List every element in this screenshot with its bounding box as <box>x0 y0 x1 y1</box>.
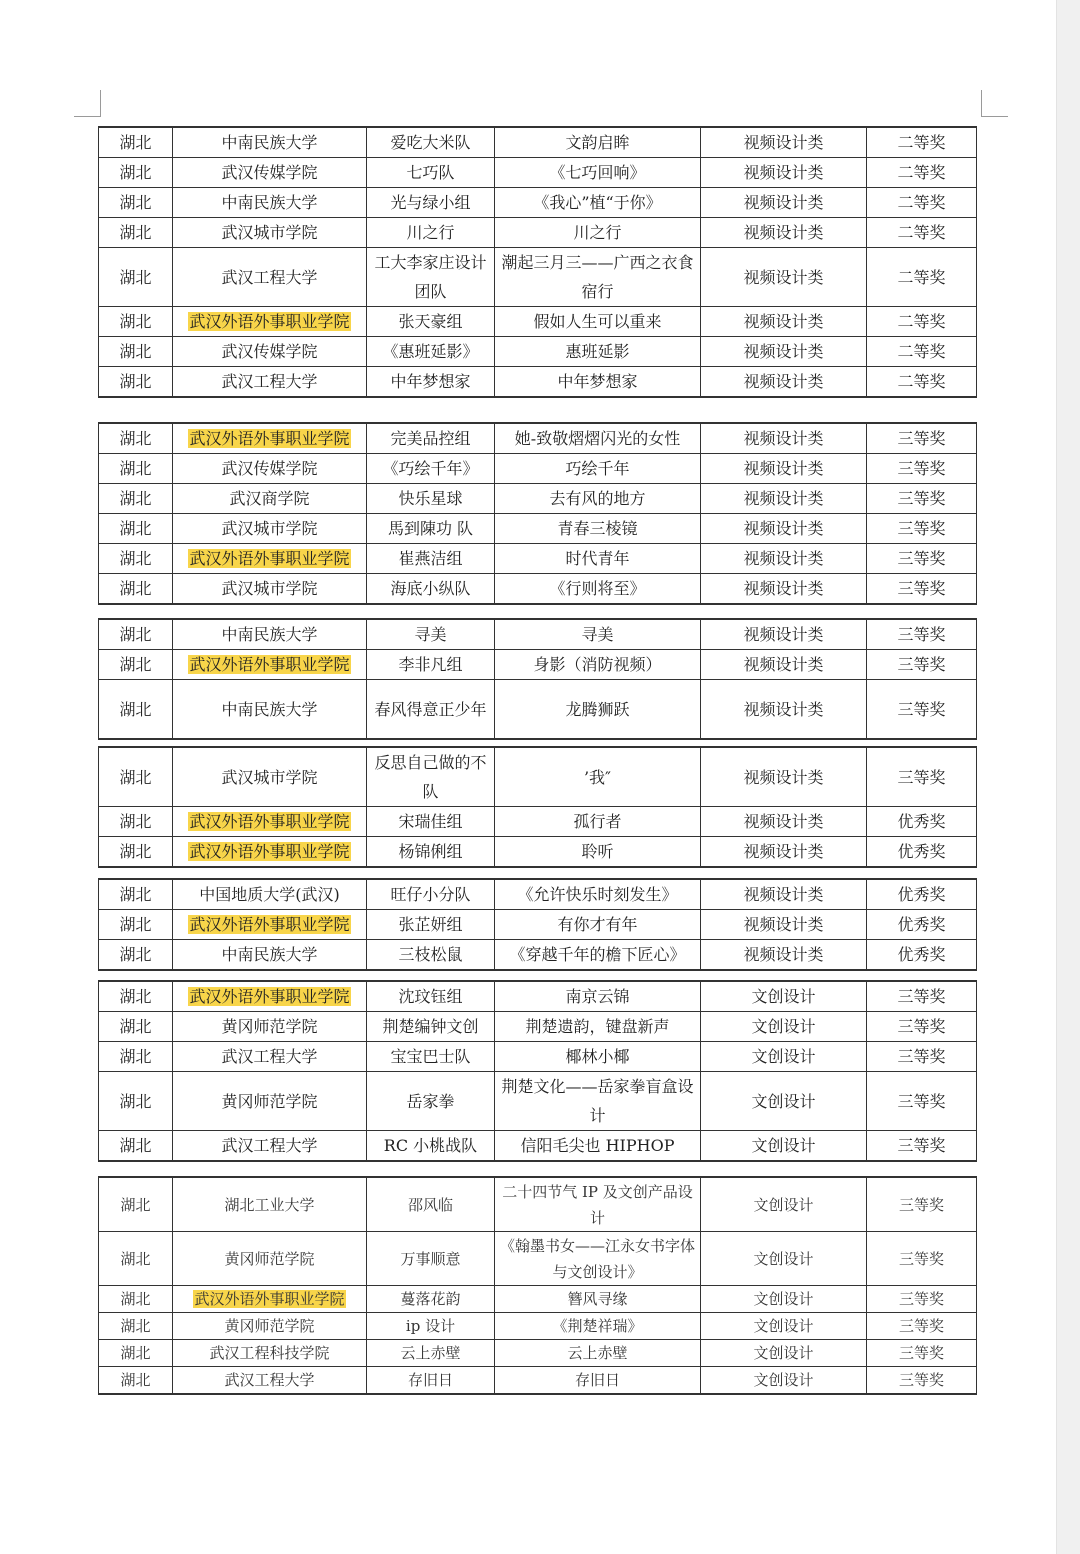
cell-category: 视频设计类 <box>701 423 867 454</box>
cell-school: 武汉传媒学院 <box>173 158 367 188</box>
cell-school: 中南民族大学 <box>173 127 367 158</box>
cell-team: 崔燕洁组 <box>367 544 495 574</box>
cell-school <box>173 423 367 454</box>
award-table-block <box>98 126 977 398</box>
cell-work: 去有风的地方 <box>495 484 701 514</box>
cell-team: 万事顺意 <box>367 1232 495 1286</box>
cell-province: 湖北 <box>99 218 173 248</box>
cell-work: 《穿越千年的檐下匠心》 <box>495 940 701 971</box>
table-row <box>99 981 977 1012</box>
cell-category: 视频设计类 <box>701 188 867 218</box>
table-row <box>99 650 977 680</box>
cell-award: 二等奖 <box>867 337 977 367</box>
table-row <box>99 454 977 484</box>
cell-team: 春风得意正少年 <box>367 680 495 740</box>
cell-award: 优秀奖 <box>867 807 977 837</box>
table-row <box>99 1042 977 1072</box>
cell-category: 视频设计类 <box>701 747 867 807</box>
cell-work: 《翰墨书女——江永女书字体与文创设计》 <box>495 1232 701 1286</box>
cell-award: 三等奖 <box>867 423 977 454</box>
table-row <box>99 188 977 218</box>
highlighted-school: 武汉外语外事职业学院 <box>189 549 350 568</box>
cell-work: 《荆楚祥瑞》 <box>495 1313 701 1340</box>
cell-team: 李非凡组 <box>367 650 495 680</box>
cell-school <box>173 307 367 337</box>
cell-work: 孤行者 <box>495 807 701 837</box>
cell-category: 视频设计类 <box>701 454 867 484</box>
cell-award: 二等奖 <box>867 248 977 307</box>
table-row <box>99 807 977 837</box>
cell-category: 视频设计类 <box>701 574 867 605</box>
cell-category: 文创设计 <box>701 1340 867 1367</box>
cell-province: 湖北 <box>99 158 173 188</box>
cell-province: 湖北 <box>99 574 173 605</box>
table-row <box>99 307 977 337</box>
cell-team: 存旧日 <box>367 1367 495 1395</box>
cell-award: 二等奖 <box>867 307 977 337</box>
cell-category: 视频设计类 <box>701 127 867 158</box>
cell-school: 武汉工程大学 <box>173 367 367 398</box>
award-table-block <box>98 618 977 740</box>
cell-award: 三等奖 <box>867 747 977 807</box>
table-row <box>99 1286 977 1313</box>
cell-award: 三等奖 <box>867 574 977 605</box>
cell-team: 《巧绘千年》 <box>367 454 495 484</box>
table-row <box>99 747 977 807</box>
cell-team: 三枝松鼠 <box>367 940 495 971</box>
table-row <box>99 837 977 868</box>
highlighted-school: 武汉外语外事职业学院 <box>189 987 350 1006</box>
table-row <box>99 1012 977 1042</box>
cell-school: 黄冈师范学院 <box>173 1072 367 1131</box>
cell-award: 三等奖 <box>867 680 977 740</box>
cell-category: 文创设计 <box>701 1131 867 1162</box>
cell-award: 三等奖 <box>867 1286 977 1313</box>
cell-work: 《行则将至》 <box>495 574 701 605</box>
cell-school <box>173 837 367 868</box>
highlighted-school: 武汉外语外事职业学院 <box>189 655 350 674</box>
cell-award: 三等奖 <box>867 1367 977 1395</box>
cell-work: 《七巧回响》 <box>495 158 701 188</box>
highlighted-school: 武汉外语外事职业学院 <box>189 812 350 831</box>
cell-award: 三等奖 <box>867 454 977 484</box>
page-corner-mark-right <box>981 90 1008 117</box>
table-row <box>99 367 977 398</box>
table-row <box>99 1072 977 1131</box>
cell-team: 完美品控组 <box>367 423 495 454</box>
page-corner-mark-left <box>74 90 101 117</box>
cell-work: 时代青年 <box>495 544 701 574</box>
cell-award: 二等奖 <box>867 218 977 248</box>
cell-team: 海底小纵队 <box>367 574 495 605</box>
cell-award: 三等奖 <box>867 619 977 650</box>
cell-province: 湖北 <box>99 454 173 484</box>
cell-school: 中南民族大学 <box>173 188 367 218</box>
cell-province: 湖北 <box>99 367 173 398</box>
table-row <box>99 423 977 454</box>
table-row <box>99 158 977 188</box>
cell-province: 湖北 <box>99 544 173 574</box>
cell-award: 三等奖 <box>867 1177 977 1232</box>
cell-category: 文创设计 <box>701 1042 867 1072</box>
table-row <box>99 574 977 605</box>
cell-award: 三等奖 <box>867 514 977 544</box>
cell-work: 假如人生可以重来 <box>495 307 701 337</box>
cell-school: 武汉传媒学院 <box>173 337 367 367</box>
cell-school: 中国地质大学(武汉) <box>173 879 367 910</box>
cell-work: ’我″ <box>495 747 701 807</box>
highlighted-school: 武汉外语外事职业学院 <box>189 312 350 331</box>
cell-award: 优秀奖 <box>867 837 977 868</box>
cell-school: 中南民族大学 <box>173 940 367 971</box>
cell-award: 三等奖 <box>867 484 977 514</box>
cell-team: 馬到陳功 队 <box>367 514 495 544</box>
cell-province: 湖北 <box>99 680 173 740</box>
table-row <box>99 910 977 940</box>
cell-work: 《我心”植“于你》 <box>495 188 701 218</box>
cell-category: 视频设计类 <box>701 619 867 650</box>
cell-award: 三等奖 <box>867 1313 977 1340</box>
cell-award: 优秀奖 <box>867 940 977 971</box>
cell-work: 身影（消防视频） <box>495 650 701 680</box>
cell-category: 文创设计 <box>701 1313 867 1340</box>
table-row <box>99 1131 977 1162</box>
table-row <box>99 1367 977 1395</box>
cell-province: 湖北 <box>99 1131 173 1162</box>
cell-work: 寻美 <box>495 619 701 650</box>
cell-school: 黄冈师范学院 <box>173 1012 367 1042</box>
table-row <box>99 1232 977 1286</box>
cell-team: 爱吃大米队 <box>367 127 495 158</box>
cell-category: 文创设计 <box>701 1072 867 1131</box>
cell-work: 南京云锦 <box>495 981 701 1012</box>
cell-province: 湖北 <box>99 879 173 910</box>
award-table-block <box>98 1176 977 1395</box>
cell-category: 视频设计类 <box>701 158 867 188</box>
cell-team: 快乐星球 <box>367 484 495 514</box>
cell-category: 视频设计类 <box>701 248 867 307</box>
cell-work: 存旧日 <box>495 1367 701 1395</box>
cell-school: 黄冈师范学院 <box>173 1313 367 1340</box>
cell-province: 湖北 <box>99 307 173 337</box>
cell-category: 视频设计类 <box>701 484 867 514</box>
cell-province: 湖北 <box>99 1072 173 1131</box>
cell-work: 青春三棱镜 <box>495 514 701 544</box>
cell-province: 湖北 <box>99 127 173 158</box>
cell-award: 三等奖 <box>867 1042 977 1072</box>
cell-category: 文创设计 <box>701 1012 867 1042</box>
cell-team: 川之行 <box>367 218 495 248</box>
table-row <box>99 218 977 248</box>
cell-team: 邵风临 <box>367 1177 495 1232</box>
cell-work: 中年梦想家 <box>495 367 701 398</box>
cell-work: 荆楚遗韵，键盘新声 <box>495 1012 701 1042</box>
cell-team: 岳家拳 <box>367 1072 495 1131</box>
table-row <box>99 337 977 367</box>
table-row <box>99 1313 977 1340</box>
highlighted-school: 武汉外语外事职业学院 <box>189 915 350 934</box>
cell-team: 蔓落花韵 <box>367 1286 495 1313</box>
cell-work: 《允许快乐时刻发生》 <box>495 879 701 910</box>
cell-province: 湖北 <box>99 650 173 680</box>
cell-team: 张芷妍组 <box>367 910 495 940</box>
cell-province: 湖北 <box>99 910 173 940</box>
cell-school: 武汉工程大学 <box>173 248 367 307</box>
cell-category: 视频设计类 <box>701 879 867 910</box>
highlighted-school: 武汉外语外事职业学院 <box>194 1290 345 1308</box>
cell-work: 信阳毛尖也 HIPHOP <box>495 1131 701 1162</box>
cell-school <box>173 981 367 1012</box>
cell-work: 龙腾狮跃 <box>495 680 701 740</box>
cell-team: 云上赤壁 <box>367 1340 495 1367</box>
cell-school: 湖北工业大学 <box>173 1177 367 1232</box>
award-table-block <box>98 422 977 605</box>
cell-category: 视频设计类 <box>701 940 867 971</box>
cell-category: 文创设计 <box>701 1232 867 1286</box>
cell-province: 湖北 <box>99 1367 173 1395</box>
cell-award: 优秀奖 <box>867 879 977 910</box>
cell-school: 武汉传媒学院 <box>173 454 367 484</box>
cell-team: 反思自己做的不队 <box>367 747 495 807</box>
table-row <box>99 940 977 971</box>
cell-province: 湖北 <box>99 484 173 514</box>
cell-category: 视频设计类 <box>701 307 867 337</box>
cell-team: 宋瑞佳组 <box>367 807 495 837</box>
cell-team: 寻美 <box>367 619 495 650</box>
cell-award: 三等奖 <box>867 544 977 574</box>
cell-province: 湖北 <box>99 940 173 971</box>
cell-school: 武汉工程大学 <box>173 1367 367 1395</box>
cell-category: 视频设计类 <box>701 337 867 367</box>
cell-category: 视频设计类 <box>701 680 867 740</box>
cell-province: 湖北 <box>99 1286 173 1313</box>
cell-award: 二等奖 <box>867 188 977 218</box>
cell-team: 荆楚编钟文创 <box>367 1012 495 1042</box>
award-table-block <box>98 746 977 868</box>
cell-work: 簪风寻缘 <box>495 1286 701 1313</box>
cell-province: 湖北 <box>99 1012 173 1042</box>
table-row <box>99 1177 977 1232</box>
table-row <box>99 514 977 544</box>
highlighted-school: 武汉外语外事职业学院 <box>189 842 350 861</box>
cell-award: 三等奖 <box>867 1340 977 1367</box>
cell-school: 中南民族大学 <box>173 680 367 740</box>
cell-team: 沈玟钰组 <box>367 981 495 1012</box>
cell-school: 武汉工程大学 <box>173 1042 367 1072</box>
cell-award: 三等奖 <box>867 1072 977 1131</box>
cell-category: 文创设计 <box>701 1367 867 1395</box>
cell-category: 文创设计 <box>701 1177 867 1232</box>
cell-team: 中年梦想家 <box>367 367 495 398</box>
table-row <box>99 1340 977 1367</box>
cell-school <box>173 544 367 574</box>
cell-work: 聆听 <box>495 837 701 868</box>
cell-work: 潮起三月三——广西之衣食宿行 <box>495 248 701 307</box>
cell-school: 武汉商学院 <box>173 484 367 514</box>
cell-work: 文韵启眸 <box>495 127 701 158</box>
table-row <box>99 248 977 307</box>
table-row <box>99 879 977 910</box>
cell-province: 湖北 <box>99 1232 173 1286</box>
cell-team: 宝宝巴士队 <box>367 1042 495 1072</box>
cell-award: 优秀奖 <box>867 910 977 940</box>
cell-work: 有你才有年 <box>495 910 701 940</box>
cell-team: ip 设计 <box>367 1313 495 1340</box>
cell-province: 湖北 <box>99 514 173 544</box>
cell-team: RC 小桃战队 <box>367 1131 495 1162</box>
table-row <box>99 619 977 650</box>
cell-province: 湖北 <box>99 619 173 650</box>
cell-work: 她-致敬熠熠闪光的女性 <box>495 423 701 454</box>
cell-team: 旺仔小分队 <box>367 879 495 910</box>
cell-work: 川之行 <box>495 218 701 248</box>
cell-province: 湖北 <box>99 837 173 868</box>
cell-province: 湖北 <box>99 1340 173 1367</box>
cell-work: 巧绘千年 <box>495 454 701 484</box>
cell-team: 工大李家庄设计团队 <box>367 248 495 307</box>
cell-province: 湖北 <box>99 423 173 454</box>
cell-province: 湖北 <box>99 981 173 1012</box>
cell-team: 杨锦俐组 <box>367 837 495 868</box>
cell-award: 二等奖 <box>867 127 977 158</box>
cell-category: 视频设计类 <box>701 807 867 837</box>
cell-school <box>173 650 367 680</box>
cell-work: 荆楚文化——岳家拳盲盒设计 <box>495 1072 701 1131</box>
cell-province: 湖北 <box>99 1042 173 1072</box>
cell-category: 视频设计类 <box>701 650 867 680</box>
cell-school: 中南民族大学 <box>173 619 367 650</box>
cell-category: 视频设计类 <box>701 837 867 868</box>
cell-award: 三等奖 <box>867 1012 977 1042</box>
cell-work: 云上赤壁 <box>495 1340 701 1367</box>
cell-school <box>173 807 367 837</box>
cell-category: 视频设计类 <box>701 910 867 940</box>
table-row <box>99 127 977 158</box>
cell-award: 三等奖 <box>867 650 977 680</box>
cell-category: 文创设计 <box>701 1286 867 1313</box>
cell-work: 二十四节气 IP 及文创产品设计 <box>495 1177 701 1232</box>
cell-province: 湖北 <box>99 188 173 218</box>
scrollbar[interactable] <box>1056 0 1080 1554</box>
cell-school <box>173 1286 367 1313</box>
award-table-block <box>98 878 977 971</box>
cell-school: 武汉城市学院 <box>173 514 367 544</box>
cell-work: 惠班延影 <box>495 337 701 367</box>
cell-province: 湖北 <box>99 248 173 307</box>
cell-team: 《惠班延影》 <box>367 337 495 367</box>
cell-award: 三等奖 <box>867 1131 977 1162</box>
cell-award: 三等奖 <box>867 981 977 1012</box>
cell-team: 七巧队 <box>367 158 495 188</box>
cell-school: 武汉城市学院 <box>173 218 367 248</box>
cell-province: 湖北 <box>99 1177 173 1232</box>
table-row <box>99 680 977 740</box>
cell-province: 湖北 <box>99 337 173 367</box>
cell-team: 张天豪组 <box>367 307 495 337</box>
cell-school <box>173 910 367 940</box>
cell-award: 三等奖 <box>867 1232 977 1286</box>
highlighted-school: 武汉外语外事职业学院 <box>189 429 350 448</box>
cell-province: 湖北 <box>99 747 173 807</box>
cell-award: 二等奖 <box>867 367 977 398</box>
cell-school: 武汉城市学院 <box>173 747 367 807</box>
cell-province: 湖北 <box>99 1313 173 1340</box>
cell-category: 视频设计类 <box>701 367 867 398</box>
cell-category: 视频设计类 <box>701 218 867 248</box>
cell-category: 文创设计 <box>701 981 867 1012</box>
cell-school: 武汉工程大学 <box>173 1131 367 1162</box>
table-row <box>99 544 977 574</box>
cell-work: 椰林小椰 <box>495 1042 701 1072</box>
cell-category: 视频设计类 <box>701 514 867 544</box>
cell-award: 二等奖 <box>867 158 977 188</box>
award-table-block <box>98 980 977 1162</box>
cell-school: 黄冈师范学院 <box>173 1232 367 1286</box>
cell-school: 武汉工程科技学院 <box>173 1340 367 1367</box>
cell-category: 视频设计类 <box>701 544 867 574</box>
cell-province: 湖北 <box>99 807 173 837</box>
cell-school: 武汉城市学院 <box>173 574 367 605</box>
cell-team: 光与绿小组 <box>367 188 495 218</box>
table-row <box>99 484 977 514</box>
